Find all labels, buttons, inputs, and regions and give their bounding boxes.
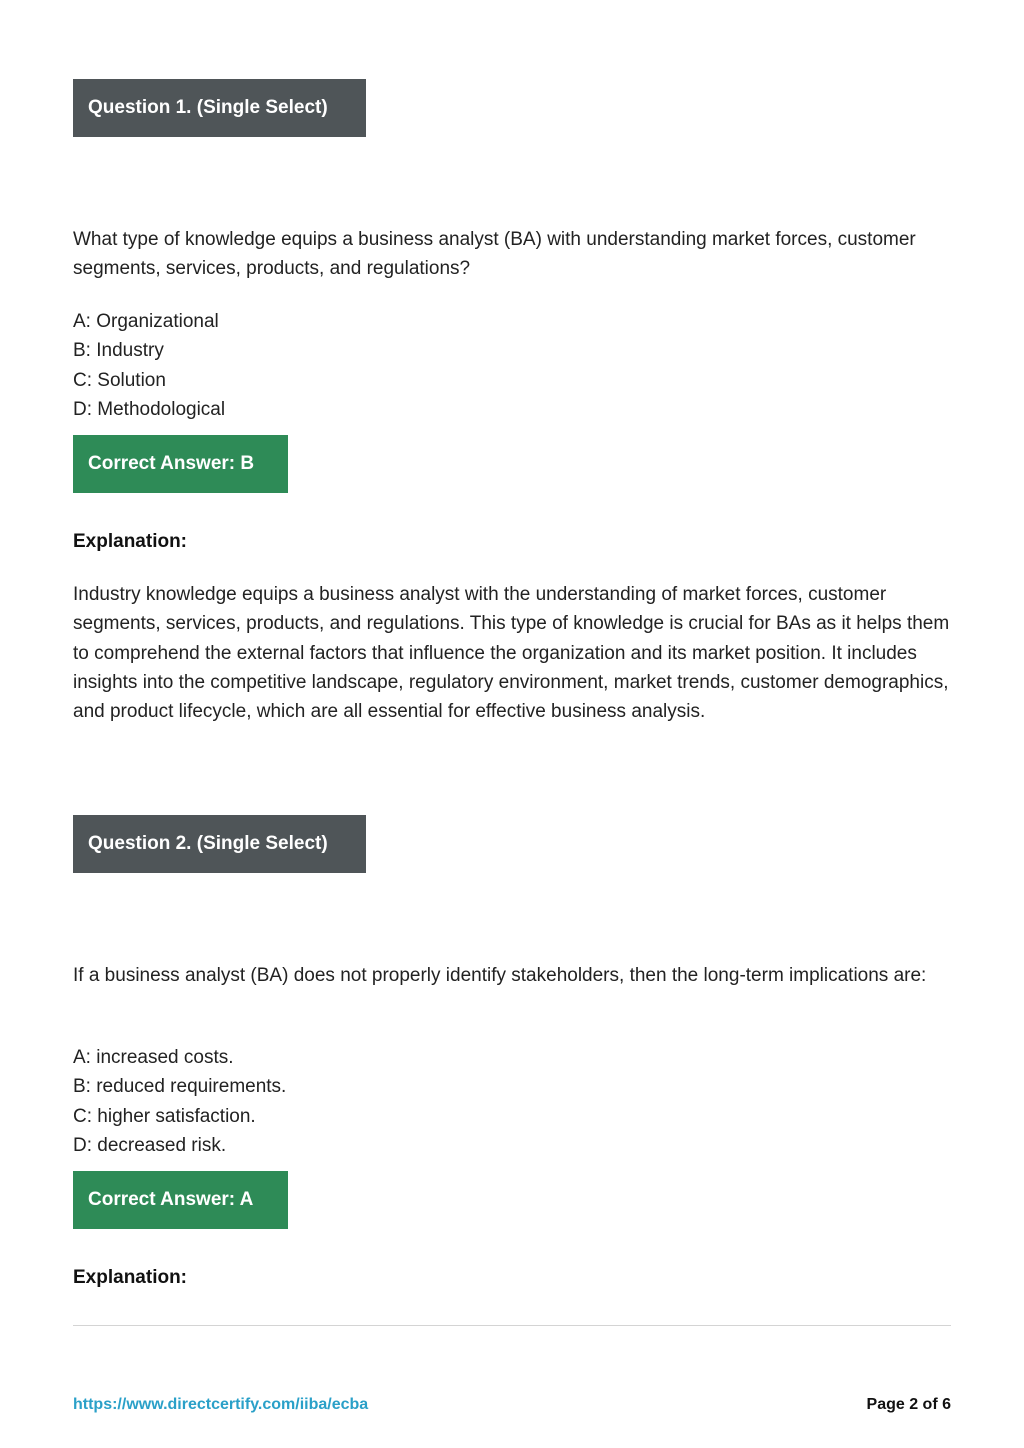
question-1-options bbox=[73, 307, 673, 424]
question-1-option-b: B: Industry bbox=[73, 340, 164, 362]
question-2-header: Question 2. (Single Select) bbox=[73, 815, 366, 873]
question-1-correct-answer: Correct Answer: B bbox=[73, 435, 288, 493]
question-1-header: Question 1. (Single Select) bbox=[73, 79, 366, 137]
question-2-correct-answer: Correct Answer: A bbox=[73, 1171, 288, 1229]
question-2-explanation-label: Explanation: bbox=[73, 1267, 188, 1288]
question-1-text: What type of knowledge equips a business analyst (BA) with understanding market forces, customer segments, services, products, and regulations? bbox=[73, 229, 916, 280]
question-2-option-a: A: increased costs. bbox=[73, 1047, 234, 1068]
footer-url-link[interactable]: https://www.directcertify.com/iiba/ecba bbox=[73, 1396, 369, 1413]
page-number: Page 2 of 6 bbox=[866, 1396, 951, 1413]
question-2-option-d: D: decreased risk. bbox=[73, 1134, 227, 1156]
question-1-option-d: D: Methodological bbox=[73, 398, 226, 420]
question-2-option-c: C: higher satisfaction. bbox=[73, 1105, 256, 1127]
question-1-option-c: C: Solution bbox=[73, 369, 166, 391]
question-2-options bbox=[73, 1043, 673, 1160]
question-1-explanation: Industry knowledge equips a business analyst with the understanding of market forces, customer segments, services, products, and regulations. This type of knowledge is crucial for BAs as it helps them to comprehend the external factors that influence the organization and its market position. It includes insights into the competitive landscape, regulatory environment, market trends, customer demographics, and product lifecycle, which are all essential for effective business analysis. bbox=[73, 584, 950, 723]
question-2-text: If a business analyst (BA) does not properly identify stakeholders, then the long-term implications are: bbox=[73, 965, 927, 986]
footer-divider bbox=[73, 1325, 951, 1326]
question-1-explanation-label: Explanation: bbox=[73, 531, 188, 552]
question-2-option-b: B: reduced requirements. bbox=[73, 1076, 287, 1098]
question-1-option-a: A: Organizational bbox=[73, 311, 219, 332]
